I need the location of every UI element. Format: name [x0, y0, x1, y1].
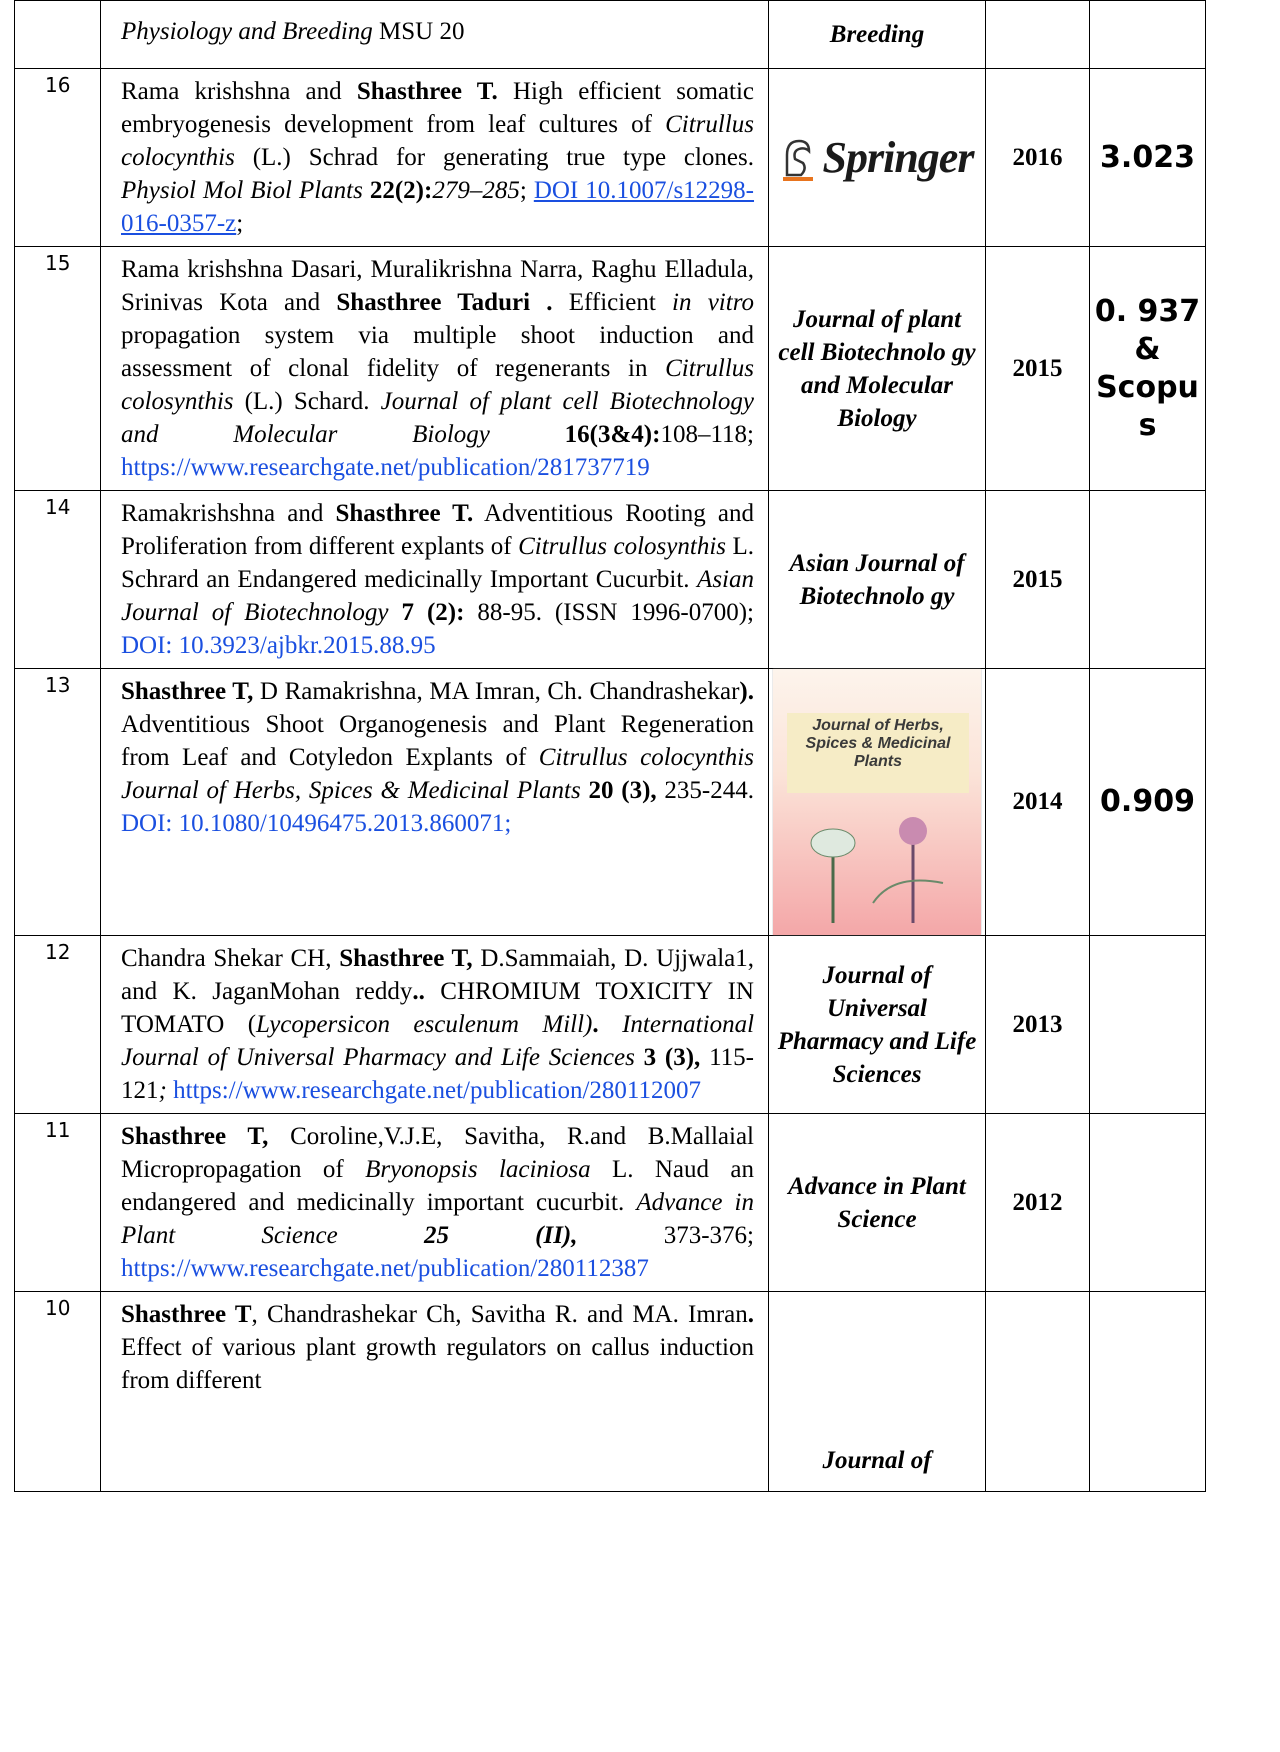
springer-horse-icon [781, 135, 815, 181]
publication-year: 2013 [986, 936, 1090, 1114]
impact-factor: 0. 937 & Scopu s [1090, 247, 1206, 491]
journal-name: Advance in Plant Science [769, 1114, 986, 1292]
publication-year: 2015 [986, 247, 1090, 491]
row-number [15, 1, 101, 69]
table-row [15, 1, 1206, 69]
journal-name: Journal of plant cell Biotechnolo gy and Molecular Biology [769, 247, 986, 491]
row-number: 13 [15, 669, 101, 936]
reference-text: Rama krishshna and Shasthree T. High efficient somatic embryogenesis development from leaf cultures of Citrullus colocynthis (L.) Schrad for generating true type clones. Physiol Mol Biol Plants 22(2):279–285; DOI 10.1007/s12298-016-0357-z; [101, 69, 769, 247]
table-row [15, 936, 1206, 1114]
reference-text: Ramakrishshna and Shasthree T. Adventitious Rooting and Proliferation from different explants of Citrullus colosynthis L. Schrard an Endangered medicinally Important Cucurbit. Asian Journal of Biotechnology 7 (2): 88-95. (ISSN 1996-0700); DOI: 10.3923/ajbkr.2015.88.95 [101, 491, 769, 669]
table-row [15, 69, 1206, 247]
springer-label: Springer [822, 133, 974, 182]
publication-year: 2012 [986, 1114, 1090, 1292]
impact-factor [1090, 1, 1206, 69]
table-row [15, 1114, 1206, 1292]
reference-text: Physiology and Breeding MSU 20 [101, 1, 769, 69]
plant-illustration-icon [793, 793, 963, 923]
impact-factor: 3.023 [1090, 69, 1206, 247]
row-number: 11 [15, 1114, 101, 1292]
impact-factor [1090, 936, 1206, 1114]
publication-year: 2014 [986, 669, 1090, 936]
publications-table [14, 0, 1206, 1492]
reference-text: Shasthree T, D Ramakrishna, MA Imran, Ch. Chandrashekar). Adventitious Shoot Organogenesis and Plant Regeneration from Leaf and Cotyledon Explants of Citrullus colocynthis Journal of Herbs, Spices & Medicinal Plants 20 (3), 235-244. DOI: 10.1080/10496475.2013.860071; [101, 669, 769, 936]
impact-factor [1090, 491, 1206, 669]
publication-year [986, 1292, 1090, 1492]
cover-title: Journal of Herbs, Spices & Medicinal Plants [787, 713, 969, 793]
row-number: 16 [15, 69, 101, 247]
publication-year [986, 1, 1090, 69]
journal-name: Journal of Universal Pharmacy and Life Sciences [769, 936, 986, 1114]
row-number: 12 [15, 936, 101, 1114]
impact-factor [1090, 1114, 1206, 1292]
reference-text: Shasthree T, Chandrashekar Ch, Savitha R. and MA. Imran. Effect of various plant growth regulators on callus induction from different [101, 1292, 769, 1492]
impact-factor: 0.909 [1090, 669, 1206, 936]
publication-year: 2016 [986, 69, 1090, 247]
publication-year: 2015 [986, 491, 1090, 669]
reference-text: Shasthree T, Coroline,V.J.E, Savitha, R.and B.Mallaial Micropropagation of Bryonopsis laciniosa L. Naud an endangered and medicinally important cucurbit. Advance in Plant Science 25 (II), 373-376; https://www.researchgate.net/publication/280112387 [101, 1114, 769, 1292]
row-number: 10 [15, 1292, 101, 1492]
table-row [15, 1292, 1206, 1492]
table-row [15, 669, 1206, 936]
table-row [15, 491, 1206, 669]
journal-name: Asian Journal of Biotechnolo gy [769, 491, 986, 669]
reference-text: Rama krishshna Dasari, Muralikrishna Narra, Raghu Elladula, Srinivas Kota and Shasthree Taduri . Efficient in vitro propagation system via multiple shoot induction and assessment of clonal fidelity of regenerants in Citrullus colosynthis (L.) Schard. Journal of plant cell Biotechnology and Molecular Biology 16(3&4):108–118; https://www.researchgate.net/publication/281737719 [101, 247, 769, 491]
row-number: 15 [15, 247, 101, 491]
journal-name: Breeding [769, 1, 986, 69]
row-number: 14 [15, 491, 101, 669]
journal-cover-image [769, 669, 986, 936]
table-row [15, 247, 1206, 491]
reference-text: Chandra Shekar CH, Shasthree T, D.Sammaiah, D. Ujjwala1, and K. JaganMohan reddy.. CHROMIUM TOXICITY IN TOMATO (Lycopersicon esculenum Mill). International Journal of Universal Pharmacy and Life Sciences 3 (3), 115-121; https://www.researchgate.net/publication/280112007 [101, 936, 769, 1114]
impact-factor [1090, 1292, 1206, 1492]
publisher-logo [769, 69, 986, 247]
journal-name: Journal of [769, 1292, 986, 1492]
